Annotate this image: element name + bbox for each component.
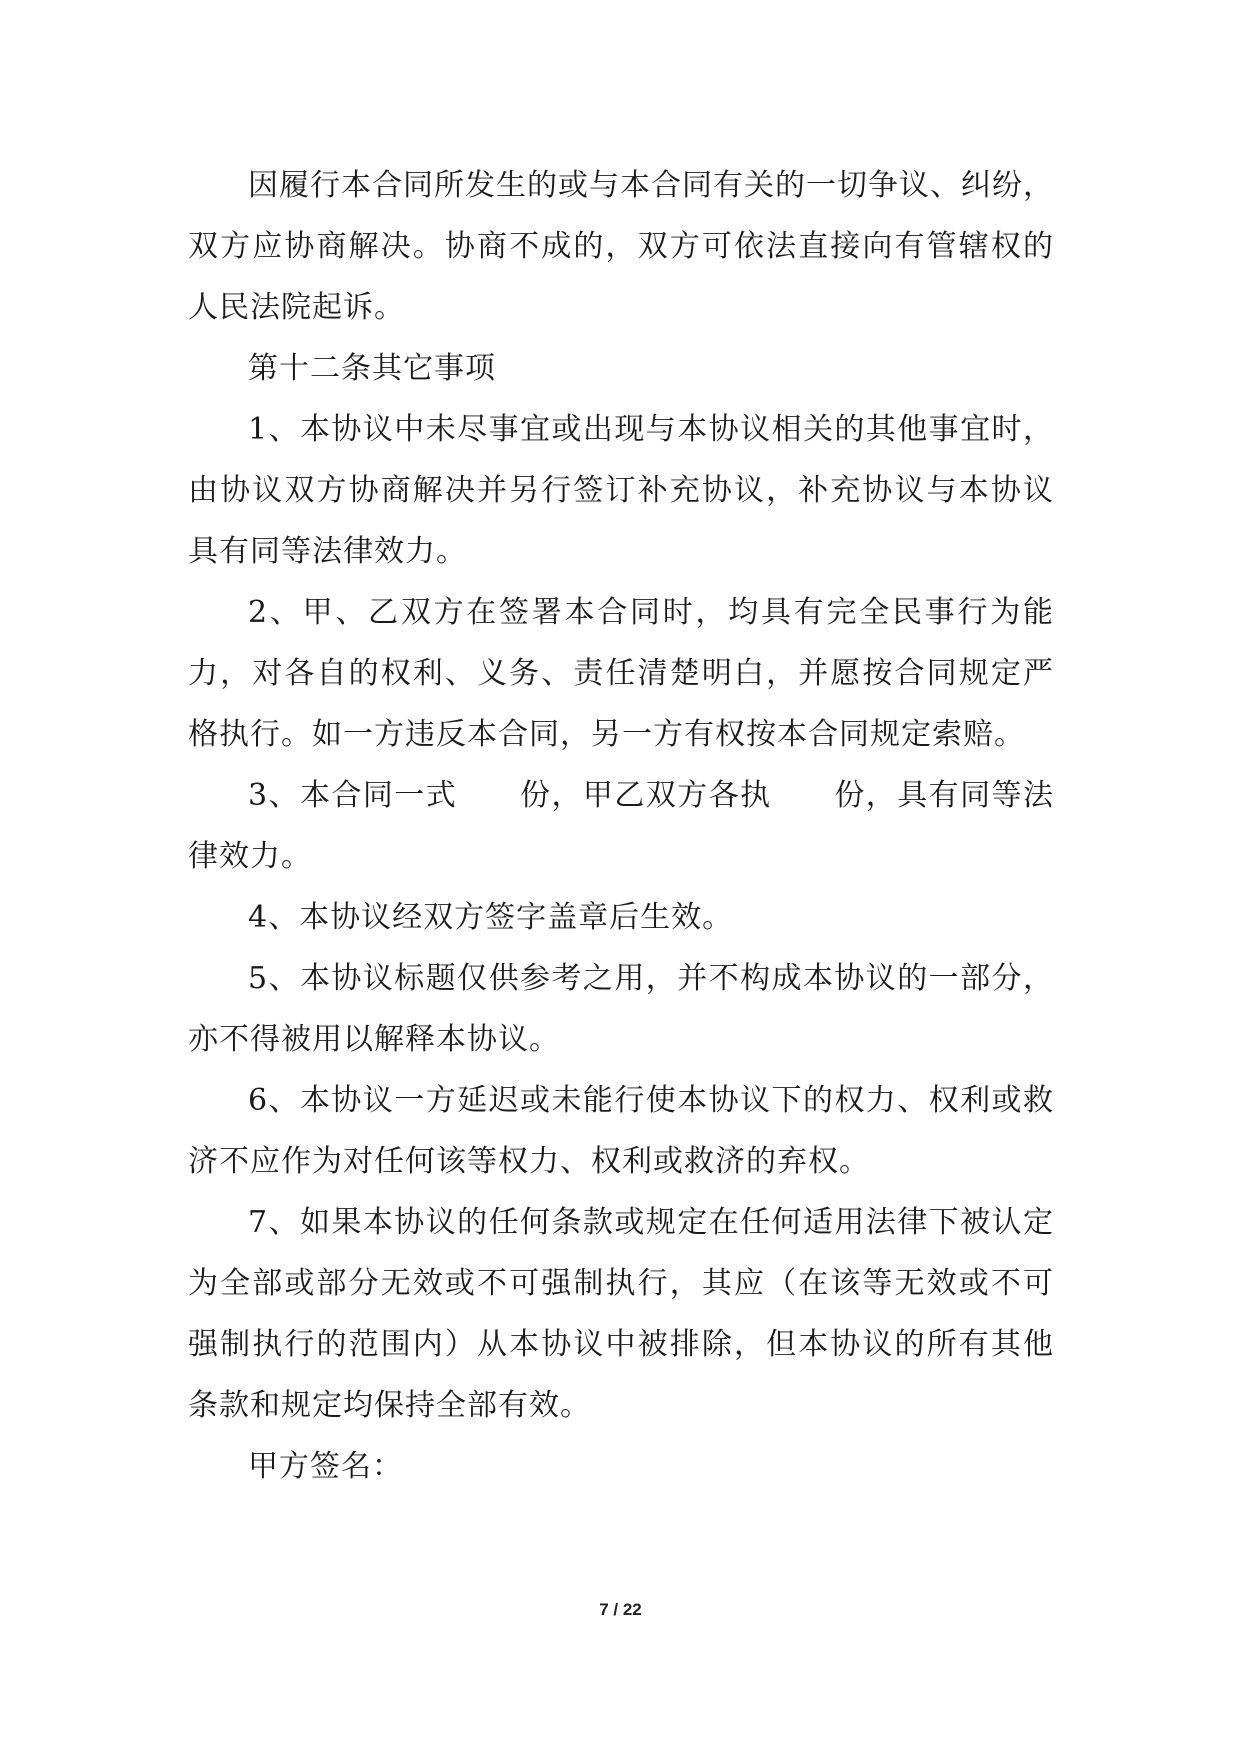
party-a-signature-label: 甲方签名： bbox=[248, 1449, 403, 1484]
section-heading-article-12: 第十二条其它事项 bbox=[248, 351, 496, 386]
clause-4: 4、本协议经双方签字盖章后生效。 bbox=[248, 900, 734, 935]
paragraph-dispute-resolution: 因履行本合同所发生的或与本合同有关的一切争议、纠纷，双方应协商解决。协商不成的，双方可依法直接向有管辖权的人民法院起诉。 bbox=[188, 168, 1054, 325]
clause-6: 6、本协议一方延迟或未能行使本协议下的权力、权利或救济不应作为对任何该等权力、权利或救济的弃权。 bbox=[188, 1083, 1054, 1179]
clause-7: 7、如果本协议的任何条款或规定在任何适用法律下被认定为全部或部分无效或不可强制执行，其应（在该等无效或不可强制执行的范围内）从本协议中被排除，但本协议的所有其他条款和规定均保持全部有效。 bbox=[188, 1205, 1054, 1423]
page-number: 7 / 22 bbox=[599, 1600, 642, 1619]
clause-2: 2、甲、乙双方在签署本合同时，均具有完全民事行为能力，对各自的权利、义务、责任清楚明白，并愿按合同规定严格执行。如一方违反本合同，另一方有权按本合同规定索赔。 bbox=[188, 595, 1054, 752]
clause-5: 5、本协议标题仅供参考之用，并不构成本协议的一部分，亦不得被用以解释本协议。 bbox=[188, 961, 1054, 1057]
clause-3: 3、本合同一式 份，甲乙双方各执 份，具有同等法律效力。 bbox=[188, 778, 1054, 874]
document-body bbox=[188, 155, 1054, 1497]
clause-1: 1、本协议中未尽事宜或出现与本协议相关的其他事宜时，由协议双方协商解决并另行签订补充协议，补充协议与本协议具有同等法律效力。 bbox=[188, 412, 1054, 569]
